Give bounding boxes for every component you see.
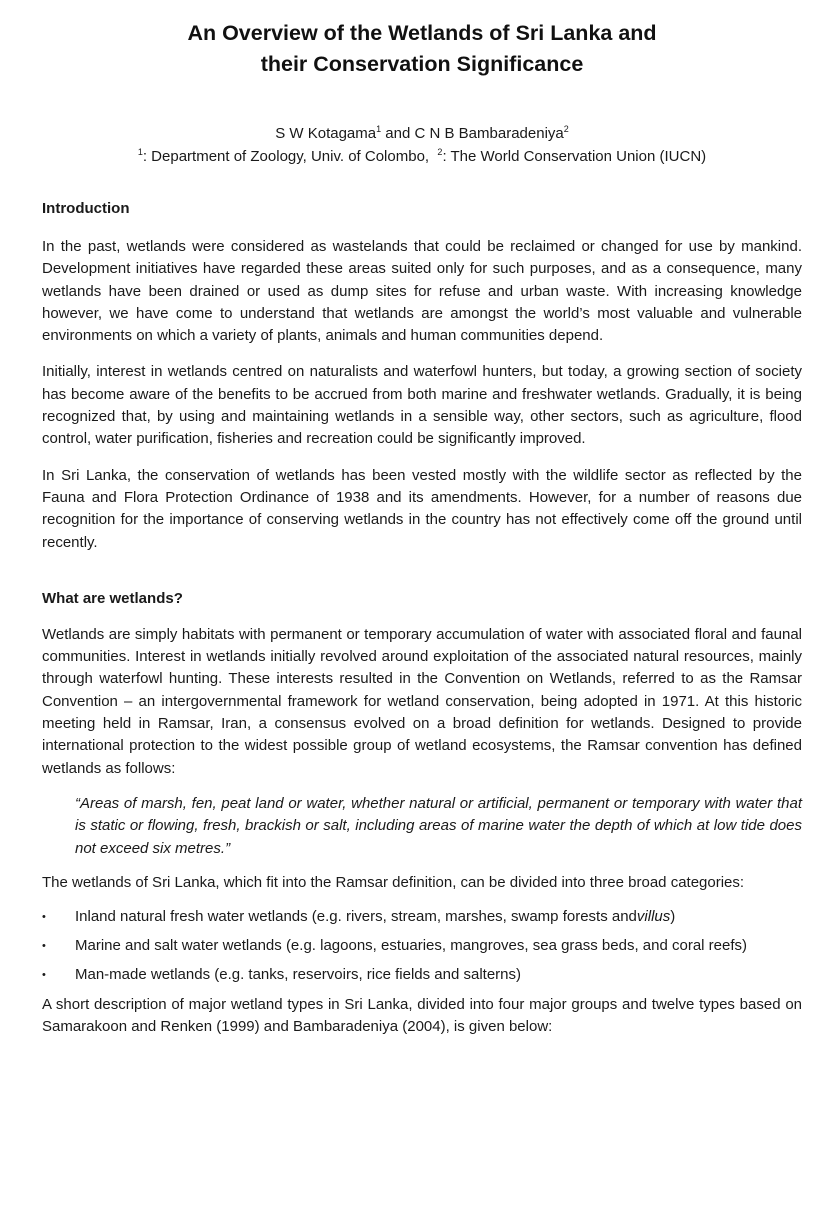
document-title: [42, 0, 802, 80]
bullet-icon: •: [42, 911, 46, 924]
list-item: [42, 964, 802, 986]
wetlands-paragraph-2: The wetlands of Sri Lanka, which fit into the Ramsar definition, can be divided into three broad categories:: [42, 873, 745, 891]
list-item-tail: ): [670, 908, 676, 926]
wetlands-paragraph-1: Wetlands are simply habitats with permanent or temporary accumulation of water with associated floral and faunal communities. Interest in wetlands initially revolved around exploitation of the associated natural resources, mainly through waterfowl hunting. These interests resulted in the Convention on Wetlands, referred to as the Ramsar Convention – an intergovernmental framework for wetland conservation, being adopted in 1971. At this historic meeting held in Ramsar, Iran, a consensus evolved on a broad definition for wetlands. Designed to provide international protection to the widest possible group of wetland ecosystems, the Ramsar convention has defined wetlands as follows:: [42, 625, 802, 777]
affiliation-line: [42, 146, 802, 168]
affil-2-mark: 2: [437, 147, 443, 157]
wetlands-paragraph-3: A short description of major wetland types in Sri Lanka, divided into four major groups and twelve types based on Samarakoon and Renken (1999) and Bambaradeniya (2004), is given below:: [42, 996, 802, 1036]
author-2-affil-mark: 2: [563, 124, 569, 134]
section-heading-what-are-wetlands: What are wetlands?: [42, 589, 183, 607]
intro-paragraph-2: Initially, interest in wetlands centred on naturalists and waterfowl hunters, but today, a growing section of society has become aware of the benefits to be accrued from both marine and freshwater wetlands. Gradually, it is being recognized that, by using and maintaining wetlands in a sensible way, other sectors, such as agriculture, flood control, water purification, fisheries and recreation could be significantly improved.: [42, 363, 802, 448]
author-1: S W Kotagama: [275, 125, 377, 142]
bullet-icon: •: [42, 940, 46, 953]
bullet-icon: •: [42, 969, 46, 982]
author-1-affil-mark: 1: [376, 124, 382, 134]
list-item-text: Man-made wetlands (e.g. tanks, reservoirs, rice fields and salterns): [75, 966, 522, 984]
list-item-italic: villus: [636, 908, 671, 926]
affiliation-2: : The World Conservation Union (IUCN): [442, 148, 707, 165]
affiliation-1: : Department of Zoology, Univ. of Colombo,: [142, 148, 438, 165]
list-item-text: Inland natural fresh water wetlands (e.g. rivers, stream, marshes, swamp forests and: [75, 908, 637, 926]
intro-paragraph-3: In Sri Lanka, the conservation of wetlands has been vested mostly with the wildlife sector as reflected by the Fauna and Flora Protection Ordinance of 1938 and its amendments. However, for a number of reasons due recognition for the importance of conserving wetlands in the country has not effectively come off the ground until recently.: [42, 466, 802, 551]
section-heading-introduction: Introduction: [42, 200, 130, 217]
title-line-1: An Overview of the Wetlands of Sri Lanka and: [187, 21, 657, 45]
list-item: [42, 935, 802, 957]
author-2: C N B Bambaradeniya: [414, 125, 564, 142]
affil-1-mark: 1: [137, 147, 143, 157]
intro-paragraph-1: In the past, wetlands were considered as wastelands that could be reclaimed or changed for use by mankind. Development initiatives have regarded these areas suited only for such purposes, and as a consequence, many wetlands have been drained or used as dump sites for refuse and urban waste. With increasing knowledge however, we have come to understand that wetlands are amongst the world’s most valuable and vulnerable environments on which a variety of plants, animals and human communities depend.: [42, 238, 802, 345]
list-item-text: Marine and salt water wetlands (e.g. lagoons, estuaries, mangroves, sea grass beds, and coral reefs): [75, 937, 748, 955]
ramsar-definition-quote: “Areas of marsh, fen, peat land or water, whether natural or artificial, permanent or temporary with water that is static or flowing, fresh, brackish or salt, including areas of marine water the depth of which at low tide does not exceed six metres.”: [75, 794, 802, 857]
wetland-categories-list: [42, 906, 802, 986]
list-item: [42, 906, 802, 928]
author-line: [42, 123, 802, 145]
document-page: [42, 0, 802, 1039]
author-conjunction: and: [381, 125, 415, 142]
title-line-2: their Conservation Significance: [260, 52, 584, 76]
